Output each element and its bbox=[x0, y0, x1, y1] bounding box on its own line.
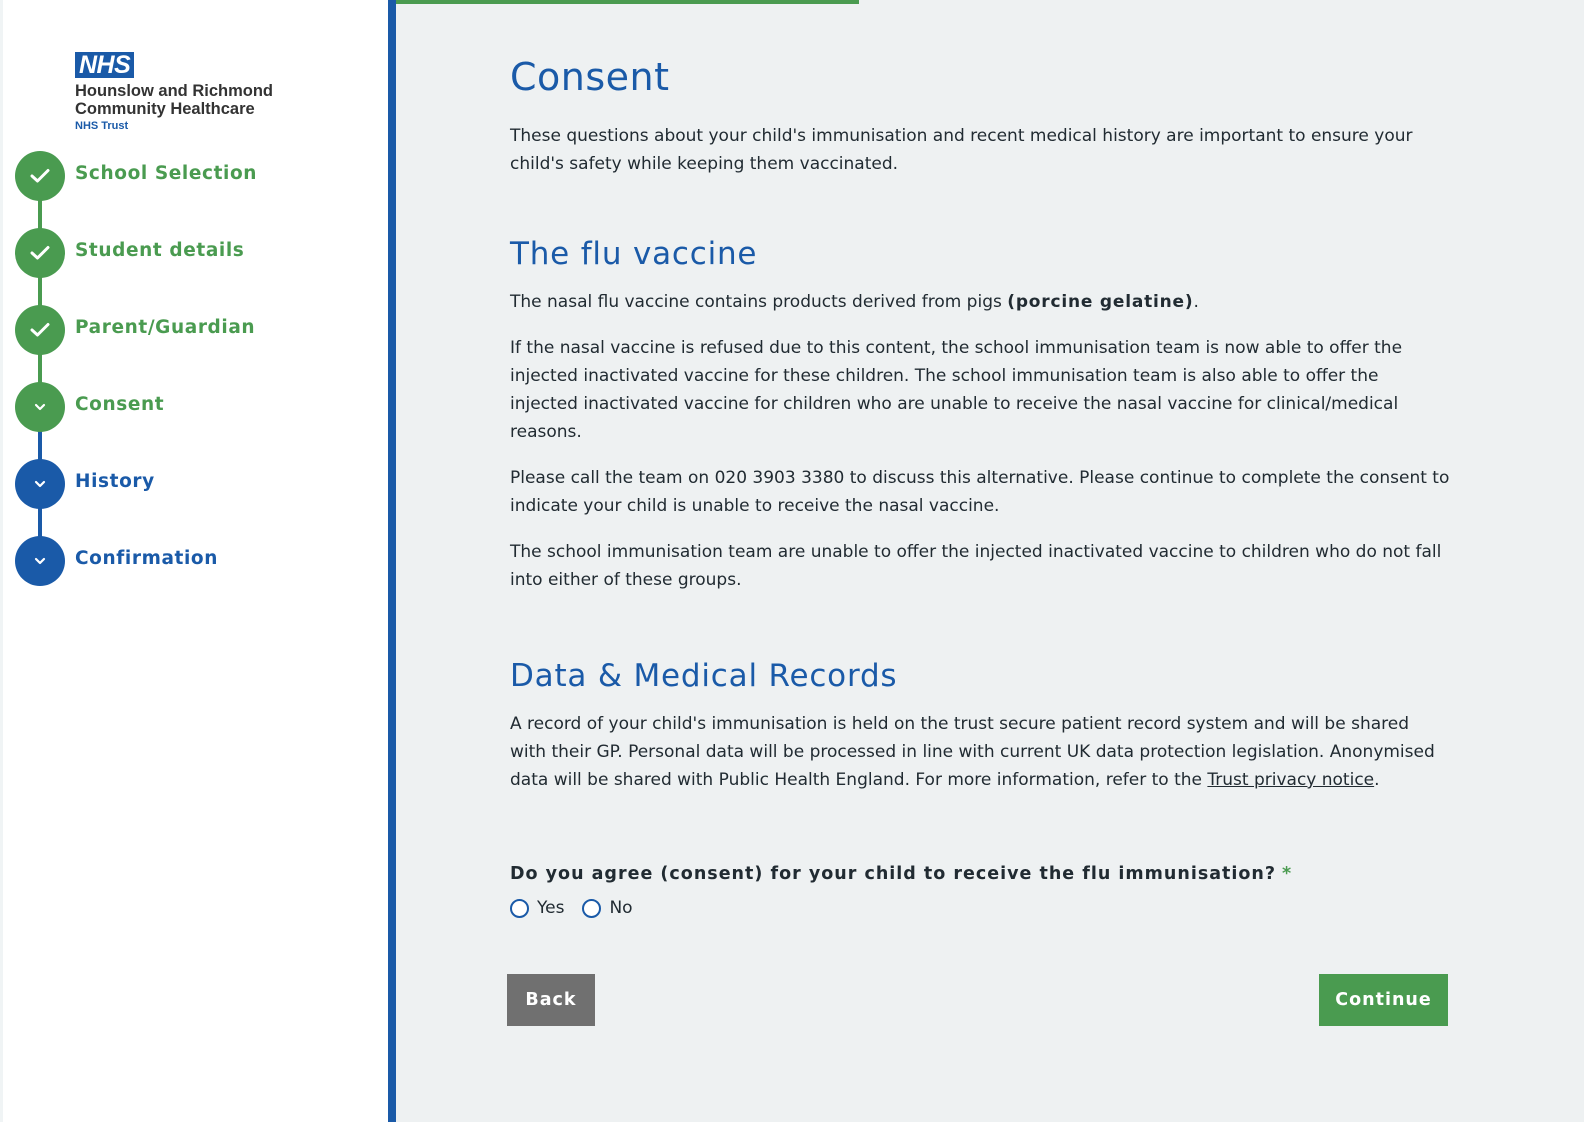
flu-p1-suffix: . bbox=[1193, 292, 1199, 312]
consent-no-option[interactable] bbox=[582, 898, 632, 918]
continue-button[interactable]: Continue bbox=[1319, 974, 1448, 1026]
step-connector bbox=[38, 430, 42, 461]
check-icon bbox=[15, 151, 65, 201]
consent-radio-group bbox=[510, 898, 1450, 918]
org-name bbox=[75, 82, 335, 118]
step-connector bbox=[38, 276, 42, 307]
progress-bar bbox=[396, 0, 859, 4]
chevron-down-icon bbox=[15, 536, 65, 586]
org-name-line2: Community Healthcare bbox=[75, 100, 255, 118]
step-label: Student details bbox=[75, 240, 245, 261]
step-label: History bbox=[75, 471, 155, 492]
radio-label-no: No bbox=[609, 898, 633, 918]
org-sub: NHS Trust bbox=[75, 120, 129, 132]
chevron-down-icon bbox=[15, 459, 65, 509]
radio-yes[interactable] bbox=[510, 899, 529, 918]
back-button[interactable]: Back bbox=[507, 974, 595, 1026]
check-icon bbox=[15, 305, 65, 355]
main-content bbox=[396, 0, 1584, 1122]
data-records-text bbox=[510, 710, 1450, 794]
step-label: Parent/Guardian bbox=[75, 317, 256, 338]
flu-paragraph-1 bbox=[510, 288, 1450, 316]
radio-label-yes: Yes bbox=[537, 898, 565, 918]
flu-p1-prefix: The nasal flu vaccine contains products derived from pigs bbox=[510, 292, 1008, 312]
intro-text: These questions about your child's immunisation and recent medical history are important to ensure your child's safety while keeping them vaccinated. bbox=[510, 126, 1413, 174]
step-label: Confirmation bbox=[75, 548, 218, 569]
page-title: Consent bbox=[510, 55, 670, 99]
porcine-gelatine-text: (porcine gelatine) bbox=[1007, 292, 1194, 312]
step-label: Consent bbox=[75, 394, 165, 415]
org-name-line1: Hounslow and Richmond bbox=[75, 82, 273, 100]
flu-paragraph-2: If the nasal vaccine is refused due to this content, the school immunisation team is now able to offer the injected inactivated vaccine for these children. The school immunisation team is also able to offer the injected inactivated vaccine for children who are unable to receive the nasal vaccine for clinical/medical reasons. bbox=[510, 338, 1403, 442]
check-icon bbox=[15, 228, 65, 278]
flu-paragraph-3: Please call the team on 020 3903 3380 to discuss this alternative. Please continue to complete the consent to indicate your child is unable to receive the nasal vaccine. bbox=[510, 468, 1450, 516]
consent-question bbox=[510, 864, 1450, 884]
step-label: School Selection bbox=[75, 163, 258, 184]
data-records-heading: Data & Medical Records bbox=[510, 658, 898, 694]
nhs-logo bbox=[75, 52, 335, 132]
step-connector bbox=[38, 353, 42, 384]
step-connector bbox=[38, 507, 42, 538]
radio-no[interactable] bbox=[582, 899, 601, 918]
chevron-down-icon bbox=[15, 382, 65, 432]
flu-vaccine-heading: The flu vaccine bbox=[510, 236, 758, 272]
trust-privacy-notice-link[interactable]: Trust privacy notice bbox=[1207, 770, 1375, 790]
consent-question-label: Do you agree (consent) for your child to receive the flu immunisation? bbox=[510, 864, 1277, 884]
step-connector bbox=[38, 199, 42, 230]
flu-paragraph-4: The school immunisation team are unable to offer the injected inactivated vaccine to children who do not fall into either of these groups. bbox=[510, 542, 1442, 590]
data-records-suffix: . bbox=[1374, 770, 1380, 790]
sidebar bbox=[0, 0, 388, 1122]
required-mark: * bbox=[1282, 864, 1293, 884]
consent-yes-option[interactable] bbox=[510, 898, 564, 918]
data-records-body: A record of your child's immunisation is held on the trust secure patient record system and will be shared with their GP. Personal data will be processed in line with current UK data protection legislation. Anonymised data will be shared with Public Health England. For more information, refer to the bbox=[510, 714, 1435, 790]
consent-form bbox=[510, 52, 1450, 918]
nhs-logo-mark: NHS bbox=[75, 52, 134, 78]
sidebar-divider bbox=[388, 0, 396, 1122]
